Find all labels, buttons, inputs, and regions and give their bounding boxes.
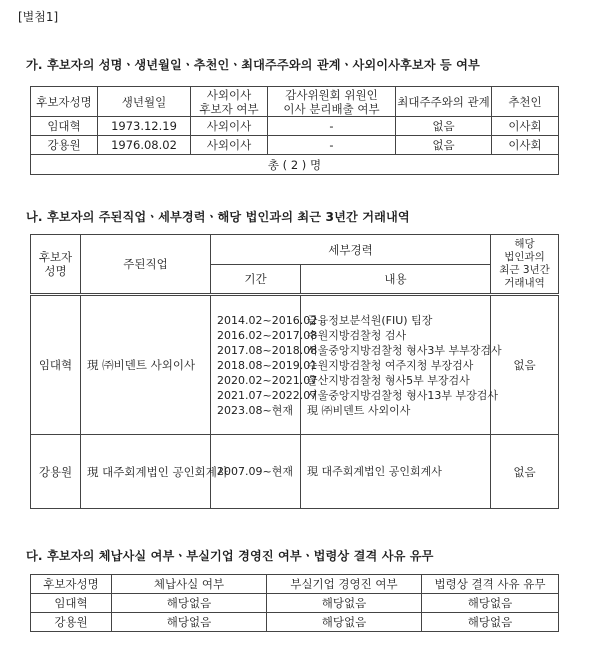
tax-default: 해당없음 <box>112 613 267 632</box>
header-candidate-name: 후보자 성명 <box>31 235 81 295</box>
total-count: 총 ( 2 ) 명 <box>31 155 559 175</box>
header-cell: 생년월일 <box>98 87 191 117</box>
header-cell: 최대주주와의 관계 <box>396 87 492 117</box>
section-c-table <box>30 574 559 632</box>
career-content: 現 대주회계법인 공인회계사 <box>301 435 491 509</box>
total-row <box>31 155 559 175</box>
attachment-label: [별첨1] <box>18 10 59 24</box>
insolvent-management: 해당없음 <box>267 594 422 613</box>
shareholder-relation: 없음 <box>396 136 492 155</box>
candidate-name: 임대혁 <box>31 295 81 435</box>
outside-director: 사외이사 <box>191 136 268 155</box>
section-b-title: 나. 후보자의 주된직업ㆍ세부경력ㆍ해당 법인과의 최근 3년간 거래내역 <box>26 210 410 224</box>
career-period: 2023.08~현재 <box>217 403 293 417</box>
career-content: 수원지방검찰청 검사 <box>307 328 407 342</box>
career-period: 2017.08~2018.08 <box>217 343 318 357</box>
candidate-name: 임대혁 <box>31 117 98 136</box>
header-main-job: 주된직업 <box>81 235 211 295</box>
audit-committee: - <box>268 136 396 155</box>
table-row <box>31 435 559 509</box>
shareholder-relation: 없음 <box>396 117 492 136</box>
header-career: 세부경력 <box>211 235 491 265</box>
career-contents <box>301 295 502 435</box>
legal-disqualification: 해당없음 <box>422 613 559 632</box>
table-row <box>31 613 559 632</box>
header-period: 기간 <box>211 265 301 295</box>
tax-default: 해당없음 <box>112 594 267 613</box>
outside-director: 사외이사 <box>191 117 268 136</box>
section-b-header-row <box>31 235 559 265</box>
candidate-name: 강용원 <box>31 613 112 632</box>
birth-date: 1976.08.02 <box>98 136 191 155</box>
career-period: 2014.02~2016.02 <box>217 313 318 327</box>
header-trade-history: 해당 법인과의 최근 3년간 거래내역 <box>491 235 559 295</box>
career-content: 금융정보분석원(FIU) 팀장 <box>307 313 433 327</box>
section-b-table <box>30 234 559 509</box>
trade-history: 없음 <box>491 435 559 509</box>
header-cell: 체납사실 여부 <box>112 575 267 594</box>
section-a-table <box>30 86 559 175</box>
header-cell: 감사위원회 위원인 이사 분리배출 여부 <box>268 87 396 117</box>
section-c-title: 다. 후보자의 체납사실 여부ㆍ부실기업 경영진 여부ㆍ법령상 결격 사유 유무 <box>26 549 434 563</box>
header-cell: 추천인 <box>492 87 559 117</box>
career-content: 서울중앙지방검찰청 형사3부 부부장검사 <box>307 343 502 357</box>
career-content: 울산지방검찰청 형사5부 부장검사 <box>307 373 470 387</box>
section-c-header-row <box>31 575 559 594</box>
section-a-header-row <box>31 87 559 117</box>
career-content: 수원지방검찰청 여주지청 부장검사 <box>307 358 474 372</box>
main-job: 現 ㈜비덴트 사외이사 <box>81 295 211 435</box>
recommender: 이사회 <box>492 117 559 136</box>
career-period: 2007.09~현재 <box>211 435 301 509</box>
table-row <box>31 594 559 613</box>
table-row <box>31 136 559 155</box>
birth-date: 1973.12.19 <box>98 117 191 136</box>
header-content: 내용 <box>301 265 491 295</box>
insolvent-management: 해당없음 <box>267 613 422 632</box>
header-cell: 부실기업 경영진 여부 <box>267 575 422 594</box>
table-row <box>31 295 559 435</box>
main-job: 現 대주회계법인 공인회계사 <box>81 435 211 509</box>
legal-disqualification: 해당없음 <box>422 594 559 613</box>
career-period: 2018.08~2019.01 <box>217 358 318 372</box>
candidate-name: 강용원 <box>31 136 98 155</box>
header-cell: 사외이사 후보자 여부 <box>191 87 268 117</box>
trade-history: 없음 <box>491 295 559 435</box>
header-cell: 법령상 결격 사유 유무 <box>422 575 559 594</box>
career-periods <box>211 295 318 435</box>
career-period: 2016.02~2017.08 <box>217 328 318 342</box>
career-content: 現 ㈜비덴트 사외이사 <box>307 403 411 417</box>
header-cell: 후보자성명 <box>31 575 112 594</box>
header-cell: 후보자성명 <box>31 87 98 117</box>
candidate-name: 임대혁 <box>31 594 112 613</box>
candidate-name: 강용원 <box>31 435 81 509</box>
section-a-title: 가. 후보자의 성명ㆍ생년월일ㆍ추천인ㆍ최대주주와의 관계ㆍ사외이사후보자 등 여부 <box>26 58 480 72</box>
career-content: 서울중앙지방검찰청 형사13부 부장검사 <box>307 388 499 402</box>
career-period: 2021.07~2022.07 <box>217 388 318 402</box>
audit-committee: - <box>268 117 396 136</box>
career-period: 2020.02~2021.07 <box>217 373 318 387</box>
recommender: 이사회 <box>492 136 559 155</box>
table-row <box>31 117 559 136</box>
